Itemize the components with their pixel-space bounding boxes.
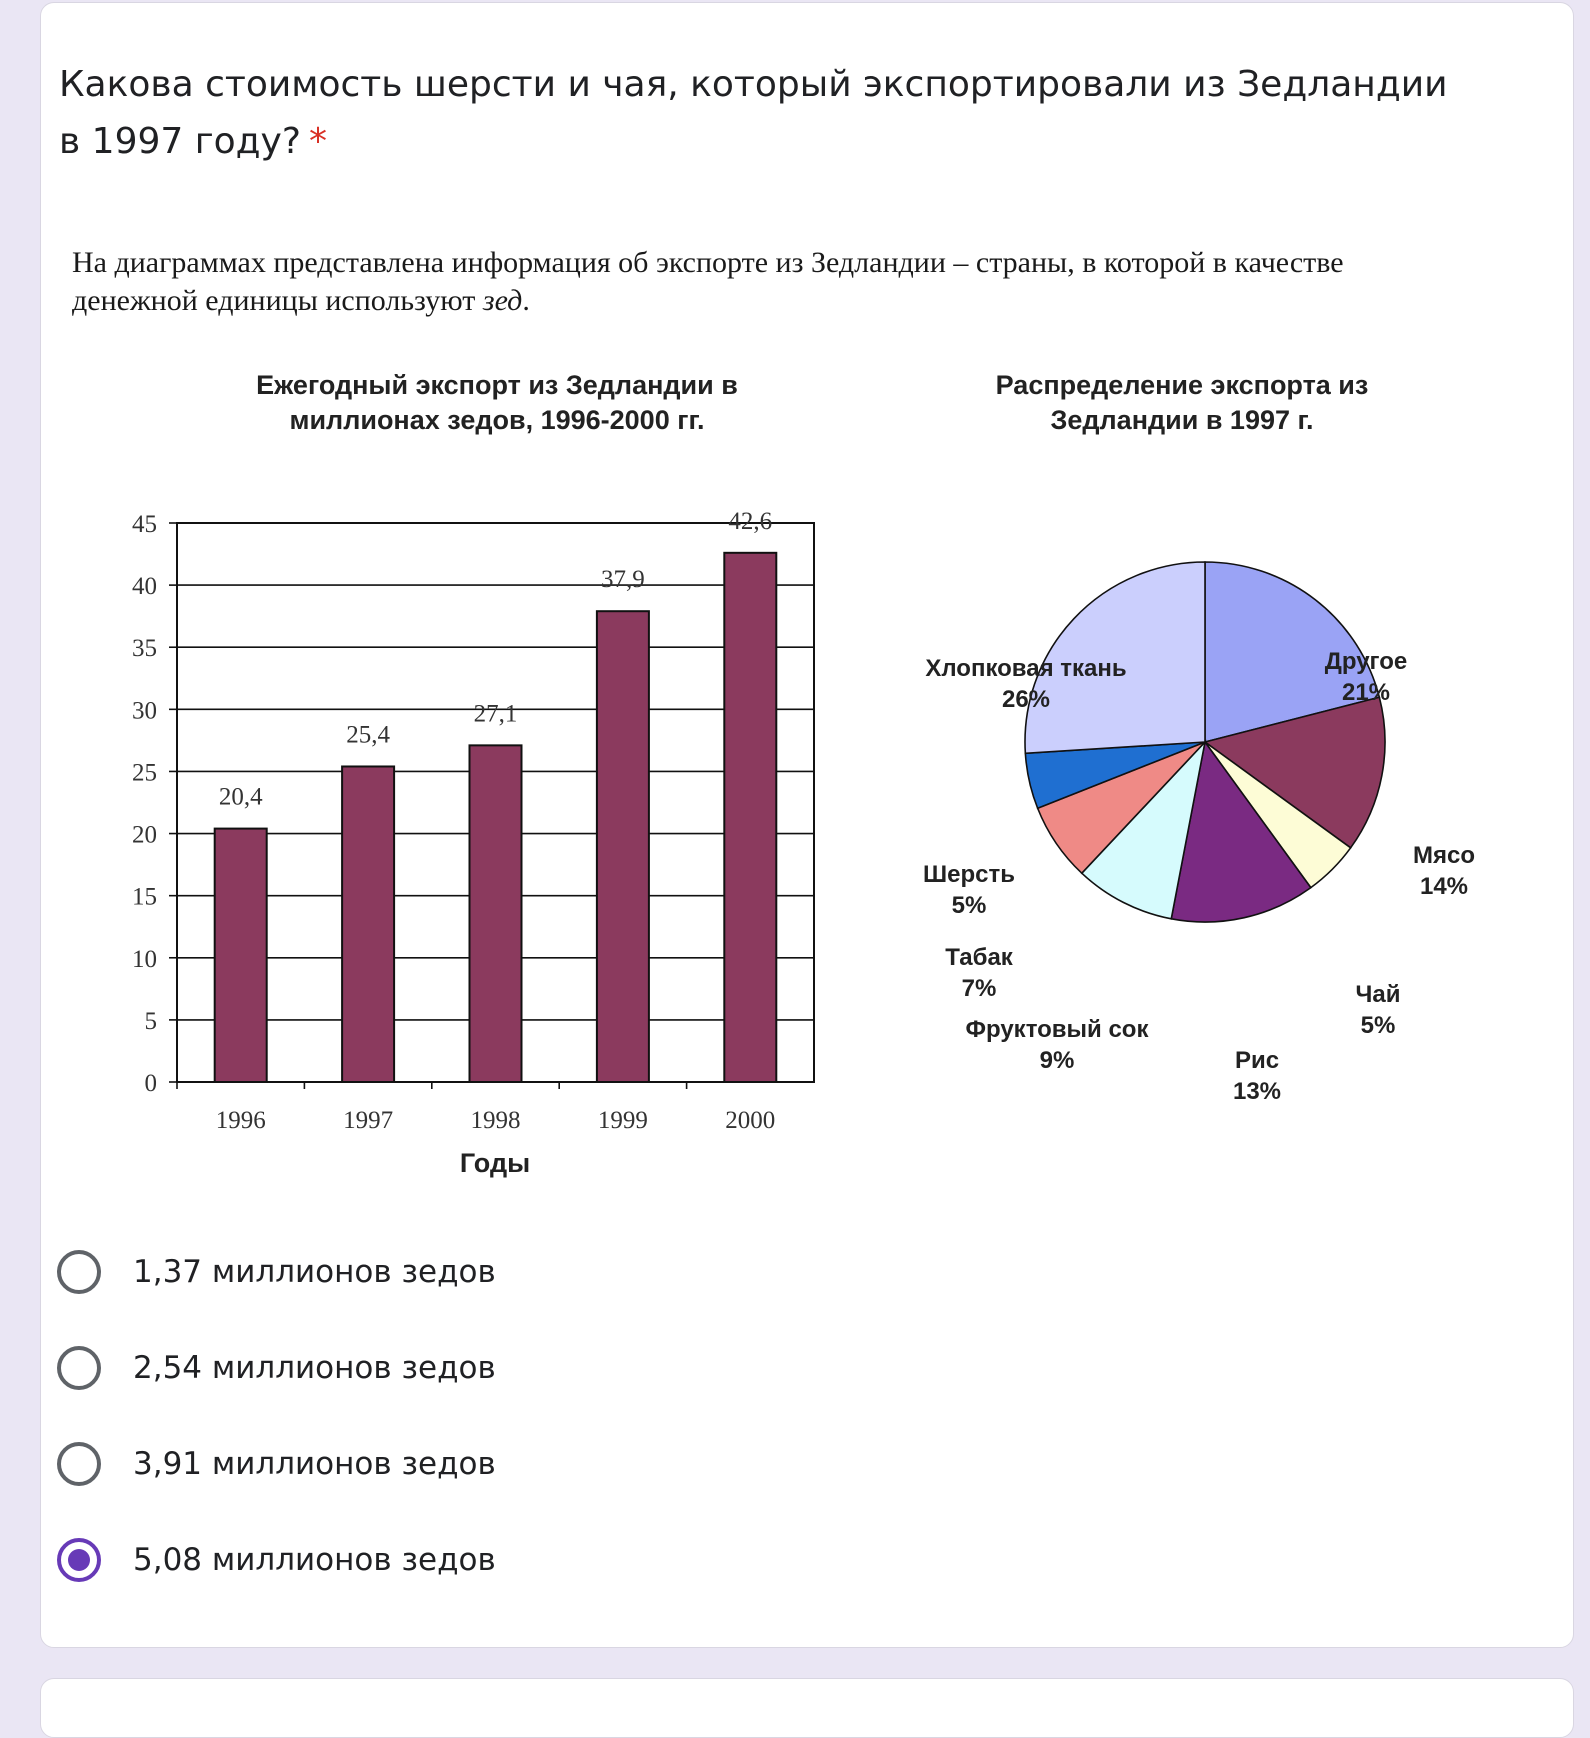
pie-slice-name-label: Мясо <box>1412 842 1476 869</box>
pie-slice-percent-label: 5% <box>951 892 987 919</box>
pie-chart <box>923 370 1475 1105</box>
bar-chart-y-tick-label: 15 <box>132 883 157 911</box>
option-label: 2,54 миллионов зедов <box>133 1350 496 1386</box>
option-2[interactable] <box>57 1320 496 1416</box>
bar-chart-y-tick-label: 5 <box>144 1007 157 1035</box>
bar-value-label: 37,9 <box>601 566 645 594</box>
bar-value-label: 42,6 <box>728 507 773 535</box>
bar-value-label: 20,4 <box>218 783 263 811</box>
option-label: 5,08 миллионов зедов <box>133 1542 496 1578</box>
bar-chart-x-axis-label: Годы <box>459 1148 531 1178</box>
intro-currency: зед <box>482 284 523 317</box>
bar-chart-y-tick-label: 35 <box>132 635 157 663</box>
pie-slice-name-label: Другое <box>1324 648 1408 675</box>
answer-options <box>57 1224 496 1608</box>
pie-slice-percent-label: 21% <box>1341 679 1391 706</box>
bar-chart-y-tick-label: 45 <box>132 511 157 538</box>
option-label: 3,91 миллионов зедов <box>133 1446 496 1482</box>
pie-slice-name-label: Рис <box>1234 1047 1280 1074</box>
bar-chart-title-line-2: миллионах зедов, 1996-2000 гг. <box>289 405 705 435</box>
bar-chart <box>132 370 814 1178</box>
radio-button[interactable] <box>57 1442 101 1486</box>
pie-slice-name-label: Табак <box>945 944 1013 971</box>
required-asterisk: * <box>308 121 327 162</box>
pie-slice-percent-label: 7% <box>961 975 997 1002</box>
bar-value-label: 27,1 <box>473 700 518 728</box>
option-1[interactable] <box>57 1224 496 1320</box>
bar-chart-y-tick-label: 30 <box>132 697 157 725</box>
radio-button-selected[interactable] <box>57 1538 101 1582</box>
pie-chart-title-line-1: Распределение экспорта из <box>995 370 1369 400</box>
option-4[interactable] <box>57 1512 496 1608</box>
pie-slice-percent-label: 14% <box>1419 873 1469 900</box>
bar-1999 <box>597 611 649 1082</box>
pie-slice-name-label: Фруктовый сок <box>965 1016 1149 1043</box>
bar-2000 <box>724 553 776 1082</box>
bar-chart-y-tick-label: 25 <box>132 759 157 787</box>
pie-chart-slices <box>1025 562 1385 922</box>
bar-chart-x-tick-label: 1999 <box>597 1107 648 1134</box>
pie-slice-percent-label: 26% <box>1001 686 1051 713</box>
bar-chart-x-tick-label: 1996 <box>215 1107 266 1134</box>
bar-chart-y-tick-label: 40 <box>132 573 157 601</box>
pie-slice-percent-label: 9% <box>1039 1047 1075 1074</box>
bar-chart-x-tick-label: 1997 <box>343 1107 394 1134</box>
bar-1996 <box>215 829 267 1082</box>
bar-chart-y-tick-label: 0 <box>144 1070 157 1097</box>
bar-value-label: 25,4 <box>346 721 390 749</box>
bar-chart-bars <box>215 553 777 1082</box>
pie-slice-name-label: Хлопковая ткань <box>925 655 1127 682</box>
bar-chart-y-tick-label: 10 <box>132 945 157 973</box>
radio-button[interactable] <box>57 1250 101 1294</box>
pie-slice-name-label: Чай <box>1355 981 1401 1008</box>
bar-chart-y-ticks <box>132 511 177 1097</box>
bar-chart-x-tick-label: 1998 <box>470 1107 521 1134</box>
bar-1997 <box>342 766 394 1082</box>
pie-chart-title-line-2: Зедландии в 1997 г. <box>1050 405 1314 435</box>
bar-chart-title-line-1: Ежегодный экспорт из Зедландии в <box>256 370 738 400</box>
question-text: Какова стоимость шерсти и чая, который экспортировали из Зедландии в 1997 году? <box>59 64 1448 162</box>
pie-slice-percent-label: 5% <box>1360 1012 1396 1039</box>
option-label: 1,37 миллионов зедов <box>133 1254 496 1290</box>
next-question-card <box>40 1678 1574 1738</box>
bar-chart-x-tick-label: 2000 <box>725 1107 776 1134</box>
bar-chart-y-tick-label: 20 <box>132 821 157 849</box>
radio-button[interactable] <box>57 1346 101 1390</box>
intro-text: На диаграммах представлена информация об экспорте из Зедландии – страны, в которой в качестве денежной единицы используют <box>72 246 1344 317</box>
bar-chart-x-ticks <box>177 1082 775 1134</box>
intro-period: . <box>522 284 530 317</box>
pie-slice-name-label: Шерсть <box>923 861 1015 888</box>
pie-slice-percent-label: 13% <box>1232 1078 1282 1105</box>
bar-1998 <box>470 745 522 1082</box>
option-3[interactable] <box>57 1416 496 1512</box>
